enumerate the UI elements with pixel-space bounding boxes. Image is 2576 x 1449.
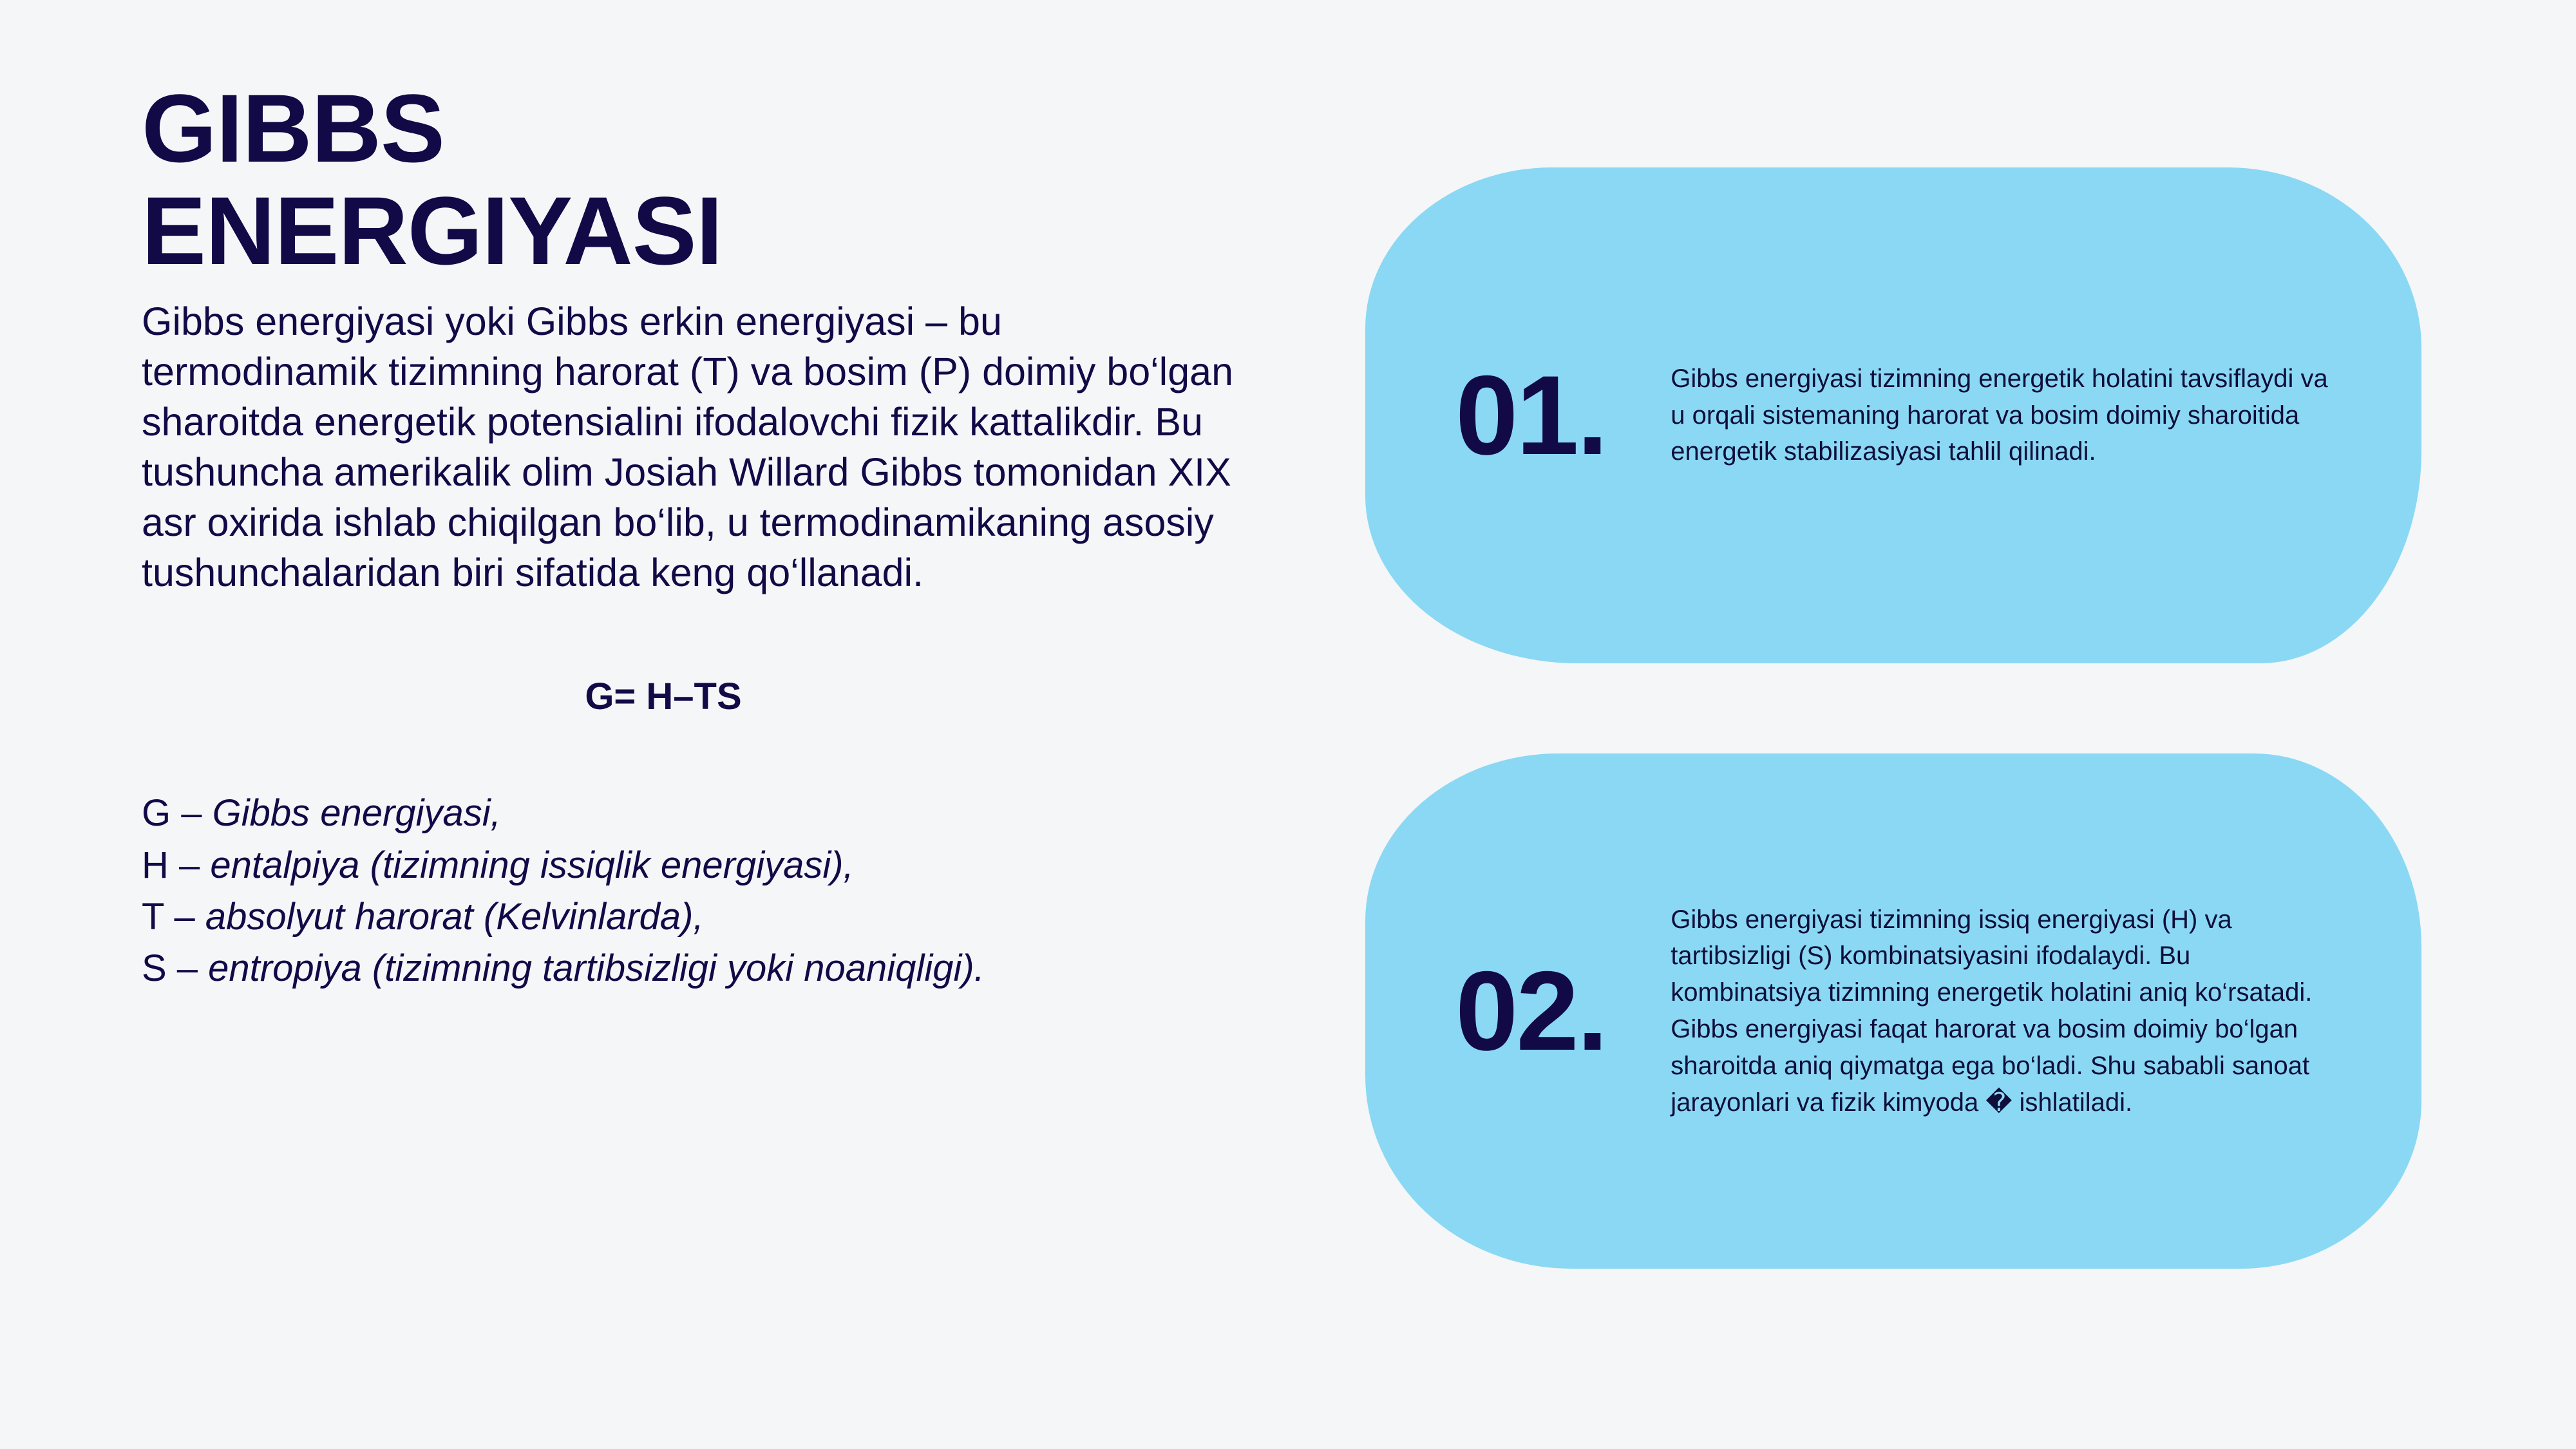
legend-symbol: H – (142, 844, 211, 886)
card-body (1671, 361, 2344, 470)
legend-definition: absolyut harorat (Kelvinlarda), (205, 895, 704, 938)
legend-item (142, 788, 1314, 839)
intro-paragraph: Gibbs energiyasi yoki Gibbs erkin energiyasi – bu termodinamik tizimning harorat (T) va bosim (P) doimiy bo‘lgan sharoitda energetik potensialini ifodalovchi fizik kattalikdir. Bu tushuncha amerikalik olim Josiah Willard Gibbs tomonidan XIX asr oxirida ishlab chiqilgan bo‘lib, u termodinamikaning asosiy tushunchalaridan biri sifatida keng qo‘llanadi. (142, 299, 1234, 595)
legend-symbol: G – (142, 792, 213, 835)
card-number: 02. (1455, 948, 1607, 1074)
legend-definition: entropiya (tizimning tartibsizligi yoki noaniqligi). (208, 947, 985, 989)
card-paragraph: Gibbs energiyasi tizimning energetik holatini tavsiflaydi va u orqali sistemaning harorat va bosim doimiy sharoitida energetik stabilizasiyasi tahlil qilinadi. (1671, 364, 2328, 466)
info-card-02 (1365, 753, 2421, 1269)
legend-item (142, 943, 1314, 994)
legend-symbol: S – (142, 947, 209, 989)
legend-list (142, 788, 1314, 994)
page-title: GIBBS ENERGIYASI (142, 74, 723, 285)
legend-definition: entalpiya (tizimning issiqlik energiyasi), (210, 844, 854, 886)
card-body (1671, 902, 2344, 1121)
card-paragraph: Gibbs energiyasi tizimning issiq energiyasi (H) va tartibsizligi (S) kombinatsiyasini ifodalaydi. Bu kombinatsiya tizimning energetik holatini aniq ko‘rsatadi. (1671, 905, 2313, 1007)
legend-definition: Gibbs energiyasi, (212, 792, 501, 835)
card-number: 01. (1455, 352, 1607, 478)
card-paragraph-secondary: Gibbs energiyasi faqat harorat va bosim doimiy bo‘lgan sharoitda aniq qiymatga ega bo‘ladi. Shu sababli sanoat jarayonlari va fizik kimyoda � ishlatiladi. (1671, 1015, 2310, 1117)
legend-item (142, 840, 1314, 891)
legend-symbol: T – (142, 895, 205, 938)
legend-item (142, 891, 1314, 943)
left-content-column (142, 74, 1314, 994)
right-cards-column (1365, 167, 2460, 1269)
formula-text: G= H–TS (585, 676, 742, 718)
info-card-01 (1365, 167, 2421, 663)
